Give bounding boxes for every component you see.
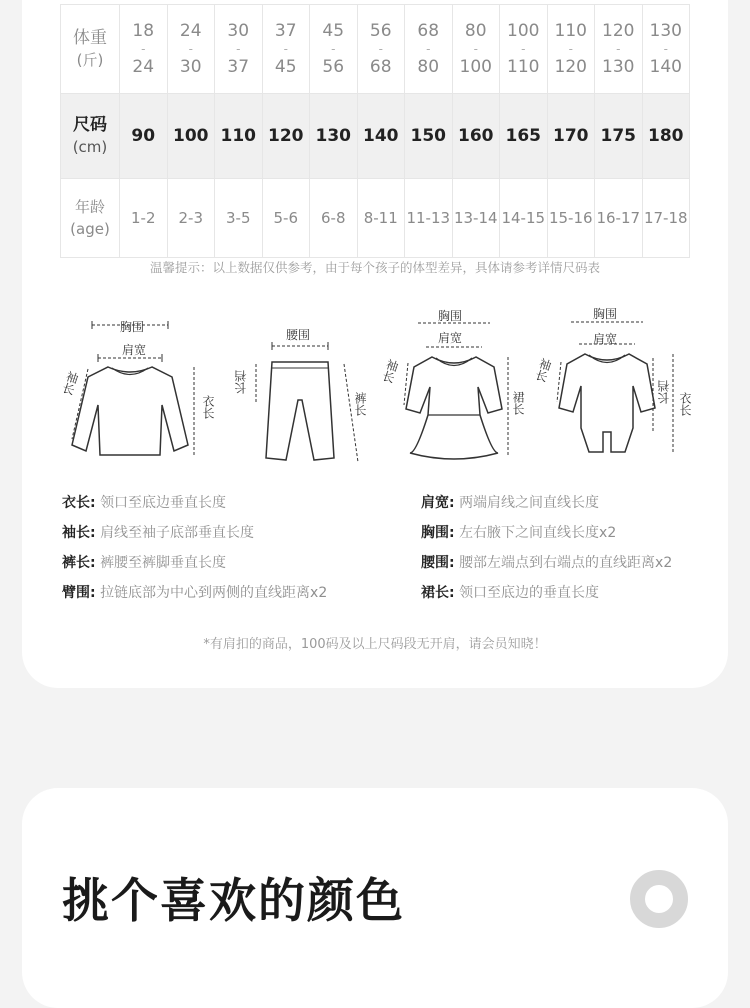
pants-diagram <box>228 320 368 470</box>
color-swatch-ring[interactable] <box>630 870 688 928</box>
size-cell: 175 <box>595 94 643 179</box>
size-cell: 90 <box>120 94 168 179</box>
size-cell: 140 <box>357 94 405 179</box>
definition-item: 裙长: 领口至底边的垂直长度 <box>421 585 600 601</box>
weight-cell: 18 - 24 <box>120 5 168 94</box>
age-cell: 16-17 <box>595 179 643 258</box>
weight-cell: 120 - 130 <box>595 5 643 94</box>
size-cell: 160 <box>452 94 500 179</box>
romper-shoulder-label: 肩宽 <box>593 332 618 346</box>
definition-item: 胸围: 左右腋下之间直线长度x2 <box>421 525 617 541</box>
weight-cell: 45 - 56 <box>310 5 358 94</box>
age-cell: 3-5 <box>215 179 263 258</box>
weight-cell: 130 - 140 <box>642 5 690 94</box>
size-header: 尺码 (cm) <box>61 94 120 179</box>
size-cell: 120 <box>262 94 310 179</box>
sweater-length-label: 衣长 <box>201 395 215 419</box>
weight-header: 体重 (斤) <box>61 5 120 94</box>
weight-cell: 68 - 80 <box>405 5 453 94</box>
romper-sleeve-label: 袖长 <box>532 356 554 384</box>
definition-item: 袖长: 肩线至袖子底部垂直长度 <box>62 525 255 541</box>
size-tip: 温馨提示：以上数据仅供参考，由于每个孩子的体型差异，具体请参考详情尺码表 <box>149 260 600 275</box>
definition-item: 肩宽: 两端肩线之间直线长度 <box>421 495 600 511</box>
romper-rise-label: 长裆 <box>657 380 671 404</box>
size-row <box>61 94 690 179</box>
size-cell: 180 <box>642 94 690 179</box>
romper-length-label: 衣长 <box>678 392 692 416</box>
age-cell: 17-18 <box>642 179 690 258</box>
size-cell: 150 <box>405 94 453 179</box>
age-cell: 11-13 <box>405 179 453 258</box>
weight-cell: 37 - 45 <box>262 5 310 94</box>
size-cell: 130 <box>310 94 358 179</box>
age-cell: 13-14 <box>452 179 500 258</box>
dress-length-label: 裙长 <box>511 391 525 415</box>
romper-chest-label: 胸围 <box>593 307 618 321</box>
age-cell: 8-11 <box>357 179 405 258</box>
size-cell: 165 <box>500 94 548 179</box>
size-cell: 110 <box>215 94 263 179</box>
age-cell: 15-16 <box>547 179 595 258</box>
romper-diagram <box>532 302 695 472</box>
weight-cell: 110 - 120 <box>547 5 595 94</box>
weight-cell: 56 - 68 <box>357 5 405 94</box>
sweater-diagram <box>59 305 215 475</box>
size-cell: 170 <box>547 94 595 179</box>
pants-waist-label: 腰围 <box>286 328 311 342</box>
weight-cell: 24 - 30 <box>167 5 215 94</box>
definition-item: 裤长: 裤腰至裤脚垂直长度 <box>62 555 227 571</box>
definition-item: 腰围: 腰部左端点到右端点的直线距离x2 <box>421 555 673 571</box>
age-cell: 2-3 <box>167 179 215 258</box>
age-header: 年龄 (age) <box>61 179 120 258</box>
sweater-sleeve-label: 袖长 <box>59 369 81 397</box>
size-table <box>60 4 690 258</box>
dress-chest-label: 胸围 <box>438 309 463 323</box>
sweater-shoulder-label: 肩宽 <box>122 343 147 357</box>
weight-cell: 100 - 110 <box>500 5 548 94</box>
weight-cell: 80 - 100 <box>452 5 500 94</box>
age-cell: 1-2 <box>120 179 168 258</box>
age-cell: 14-15 <box>500 179 548 258</box>
shoulder-button-note: *有肩扣的商品，100码及以上尺码段无开肩，请会员知晓！ <box>203 637 547 652</box>
dress-diagram <box>380 305 530 465</box>
color-section-title: 挑个喜欢的颜色 <box>62 874 405 929</box>
pants-length-label: 裤长 <box>353 392 367 416</box>
size-cell: 100 <box>167 94 215 179</box>
dress-shoulder-label: 肩宽 <box>438 331 463 345</box>
dress-sleeve-label: 袖长 <box>379 357 401 385</box>
definition-item: 臂围: 拉链底部为中心到两侧的直线距离x2 <box>62 585 328 601</box>
sweater-chest-label: 胸围 <box>120 320 145 334</box>
weight-cell: 30 - 37 <box>215 5 263 94</box>
weight-row <box>61 5 690 94</box>
age-cell: 6-8 <box>310 179 358 258</box>
age-cell: 5-6 <box>262 179 310 258</box>
definition-item: 衣长: 领口至底边垂直长度 <box>62 495 227 511</box>
pants-rise-label: 长裆 <box>234 370 248 394</box>
age-row <box>61 179 690 258</box>
